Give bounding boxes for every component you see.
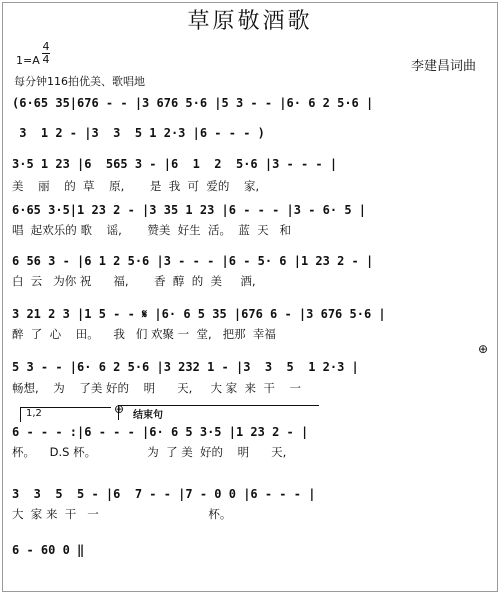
notation-line-4: 6·65 3·5|1 23 2 - |3 35 1 23 |6 - - - |3 - 6· 5 | (12, 203, 367, 217)
lyric-line-4: 醉 了 心 田。 我 们 欢聚 一 堂, 把那 幸福 (12, 327, 276, 341)
lyric-line-7: 大 家 来 干 一 杯。 (12, 507, 232, 521)
notation-line-6: 3 21 2 3 |1 5 - - 𝄋 |6· 6 5 35 |676 6 - |3 676 5·6 | (12, 307, 386, 321)
lyric-line-2: 唱 起欢乐的 歌 谣, 赞美 好生 活。 蓝 天 和 (12, 223, 292, 237)
coda-icon: ⊕ (114, 402, 125, 416)
notation-line-1: (6·65 35|676 - - |3 676 5·6 |5 3 - - |6· 6 2 5·6 | (12, 96, 374, 110)
lyric-line-3: 白 云 为你 祝 福, 香 醇 的 美 酒, (12, 274, 256, 288)
time-signature-top: 4 (42, 40, 50, 53)
notation-line-8: 6 - - - :|6 - - - |6· 6 5 3·5 |1 23 2 - | (12, 425, 309, 439)
coda-icon: ⊕ (478, 342, 489, 356)
ending-label: 结束句 (133, 410, 163, 421)
notation-line-3: 3·5 1 23 |6 565 3 - |6 1 2 5·6 |3 - - - | (12, 157, 338, 171)
notation-line-2: 3 1 2 - |3 3 5 1 2·3 |6 - - - ) (12, 126, 265, 140)
tempo-marking: 每分钟116拍优美、歌唱地 (14, 75, 145, 88)
lyric-line-1: 美 丽 的 草 原, 是 我 可 爱的 家, (12, 179, 260, 193)
author-credit: 李建昌词曲 (410, 59, 476, 74)
lyric-line-6: 杯。 D.S 杯。 为 了 美 好的 明 天, (12, 445, 287, 459)
volta-label: 1,2 (26, 408, 42, 419)
score-sheet (2, 2, 498, 592)
lyric-line-5: 畅想, 为 了美 好的 明 天, 大 家 来 干 一 (12, 381, 301, 395)
time-signature-bottom: 4 (42, 53, 50, 66)
time-signature (42, 41, 50, 66)
notation-line-5: 6 56 3 - |6 1 2 5·6 |3 - - - |6 - 5· 6 |1 23 2 - | (12, 254, 374, 268)
song-title: 草原敬酒歌 (187, 9, 313, 34)
key-signature: 1=A (16, 54, 40, 67)
notation-line-10: 6 - 60 0 ‖ (12, 543, 85, 557)
notation-line-9: 3 3 5 5 - |6 7 - - |7 - 0 0 |6 - - - | (12, 487, 316, 501)
notation-line-7: 5 3 - - |6· 6 2 5·6 |3 232 1 - |3 3 5 1 2·3 | (12, 360, 359, 374)
